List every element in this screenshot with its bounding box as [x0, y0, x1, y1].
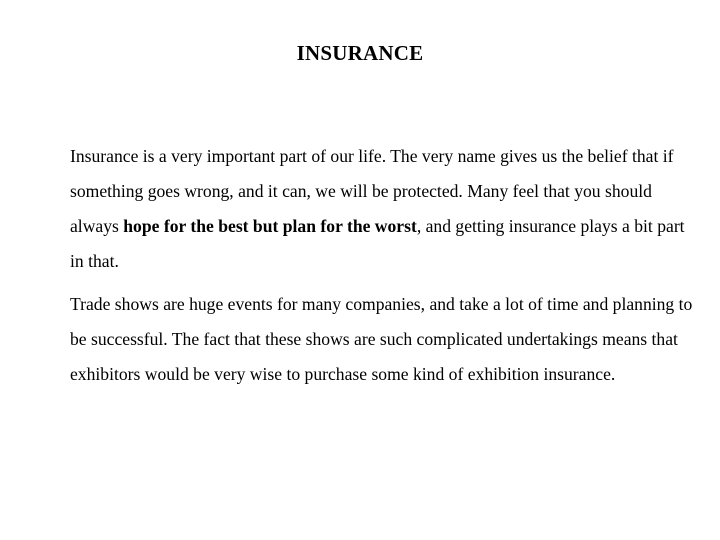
document-body [70, 139, 702, 392]
paragraph-trade-shows: Trade shows are huge events for many companies, and take a lot of time and planning to be successful. The fact that these shows are such complicated undertakings means that exhibitors would be very wise to purchase some kind of exhibition insurance. [70, 294, 693, 384]
paragraph-1-text-start: Insurance is a very important part of our life. The very name gives us the belief that if something goes wrong, and it can, we will be protected. Many feel that you should always [70, 146, 674, 236]
paragraph-1-text-end: , and getting insurance plays a bit part in that. [70, 216, 685, 271]
paragraph-1-emphasis: hope for the best but plan for the worst [123, 216, 417, 236]
page-title: INSURANCE [296, 41, 424, 65]
paragraph-insurance-intro [70, 139, 702, 279]
